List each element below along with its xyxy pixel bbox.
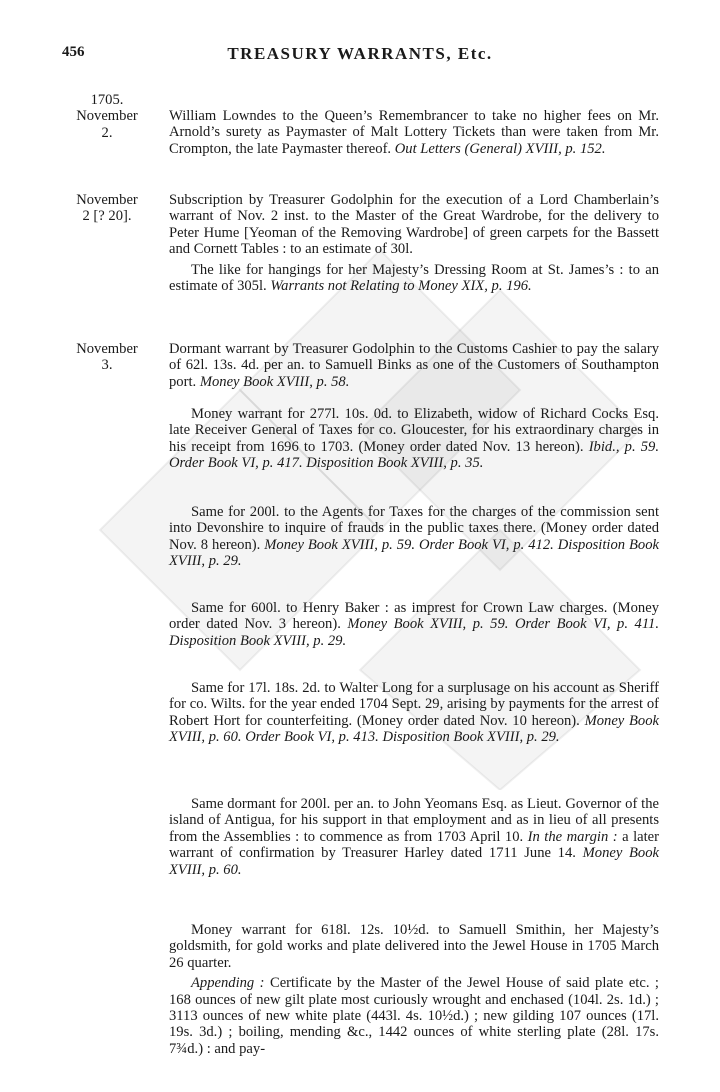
page-header	[62, 44, 658, 66]
entry-agents-taxes	[62, 504, 662, 574]
entry-paragraph: Money warrant for 277l. 10s. 0d. to Elizabeth, widow of Richard Cocks Esq. late Receiver General of Taxes for co. Gloucester, for his extraordinary charges in his receipt from 1696 to 1703. (Money order dated Nov. 13 hereon). Ibid., p. 59. Order Book VI, p. 417. Disposition Book XVIII, p. 35.	[169, 406, 660, 472]
page-number: 456	[62, 44, 85, 60]
entry-date: 1705. November 2.	[76, 92, 138, 141]
source-reference: Money Book XVIII, p. 59. Order Book VI, p. 411. Disposition Book XVIII, p. 29.	[169, 616, 659, 649]
entry-paragraph: Same for 600l. to Henry Baker : as imprest for Crown Law charges. (Money order dated Nov. 3 hereon). Money Book XVIII, p. 59. Order Book VI, p. 411. Disposition Book XVIII, p. 29.	[169, 600, 659, 649]
entry-paragraph: Dormant warrant by Treasurer Godolphin to the Customs Cashier to pay the salary of 62l. 13s. 4d. per an. to Samuell Binks as one of the Customers of Southampton port. Money Book XVIII, p. 58.	[169, 341, 659, 390]
entry-date: November 3.	[76, 341, 138, 374]
entry-paragraph: Subscription by Treasurer Godolphin for the execution of a Lord Chamberlain’s warrant of Nov. 2 inst. to the Master of the Great Wardrobe, for the delivery to Peter Hume [Yeoman of the Removing Wardrobe] of green carpets for the Bassett and Cornett Tables : to an estimate of 30l.	[169, 192, 659, 258]
margin-label: In the margin :	[527, 828, 618, 845]
source-reference: Money Book XVIII, p. 60.	[169, 845, 659, 878]
entry-godolphin-wardrobe	[62, 192, 662, 298]
source-reference: Out Letters (General) XVIII, p. 152.	[394, 140, 606, 157]
entry-money-cocks	[62, 406, 662, 476]
entry-walter-long	[62, 680, 662, 750]
entry-paragraph: Money warrant for 618l. 12s. 10½d. to Samuell Smithin, her Majesty’s goldsmith, for gold works and plate delivered into the Jewel House in 1705 March 26 quarter.	[169, 922, 659, 971]
source-reference: Money Book XVIII, p. 58.	[199, 373, 350, 390]
entry-samuell-smithin	[62, 922, 662, 1061]
source-reference: Money Book XVIII, p. 59. Order Book VI, p. 412. Disposition Book XVIII, p. 29.	[169, 536, 660, 570]
entry-paragraph: Same dormant for 200l. per an. to John Yeomans Esq. as Lieut. Governor of the island of Antigua, for his support in that employment and as in lieu of all presents from the Assemblies : to commence as from 1703 April 10. In the margin : a later warrant of confirmation by Treasurer Harley dated 1711 June 14. Money Book XVIII, p. 60.	[169, 796, 660, 878]
running-title: TREASURY WARRANTS, Etc.	[227, 44, 493, 63]
entry-paragraph: The like for hangings for her Majesty’s Dressing Room at St. James’s : to an estimate of 305l. Warrants not Relating to Money XIX, p. 196.	[169, 261, 659, 295]
entry-john-yeomans	[62, 796, 662, 882]
source-reference: Warrants not Relating to Money XIX, p. 196.	[270, 278, 532, 295]
source-reference: Ibid., p. 59. Order Book VI, p. 417. Disposition Book XVIII, p. 35.	[169, 438, 660, 472]
entry-paragraph: Same for 200l. to the Agents for Taxes for the charges of the commission sent into Devonshire to inquire of frauds in the public taxes there. (Money order dated Nov. 8 hereon). Money Book XVIII, p. 59. Order Book VI, p. 412. Disposition Book XVIII, p. 29.	[169, 504, 660, 570]
entry-lowndes-remembrancer	[62, 92, 662, 161]
entry-henry-baker	[62, 600, 662, 653]
appending-label: Appending :	[191, 975, 265, 992]
entry-paragraph: Appending : Certificate by the Master of the Jewel House of said plate etc. ; 168 ounces of new gilt plate most curiously wrought and enchased (104l. 2s. 1d.) ; 3113 ounces of new white plate (443l. 4s. 10½d.) ; new gilding 107 ounces (17l. 19s. 3d.) ; boiling, mending &c., 1442 ounces of white sterling plate (28l. 17s. 7¾d.) : and pay-	[169, 975, 659, 1057]
entry-dormant-binks	[62, 341, 662, 394]
entry-paragraph: William Lowndes to the Queen’s Remembrancer to take no higher fees on Mr. Arnold’s surety as Paymaster of Malt Lottery Tickets than were taken from Mr. Crompton, the late Paymaster thereof. Out Letters (General) XVIII, p. 152.	[169, 108, 659, 157]
source-reference: Money Book XVIII, p. 60. Order Book VI, p. 413. Disposition Book XVIII, p. 29.	[169, 712, 659, 746]
entry-paragraph: Same for 17l. 18s. 2d. to Walter Long for a surplusage on his account as Sheriff for co. Wilts. for the year ended 1704 Sept. 29, arising by payments for the arrest of Robert Hort for counterfeiting. (Money order dated Nov. 10 hereon). Money Book XVIII, p. 60. Order Book VI, p. 413. Disposition Book XVIII, p. 29.	[169, 680, 659, 746]
entry-date: November 2 [? 20].	[76, 192, 138, 225]
